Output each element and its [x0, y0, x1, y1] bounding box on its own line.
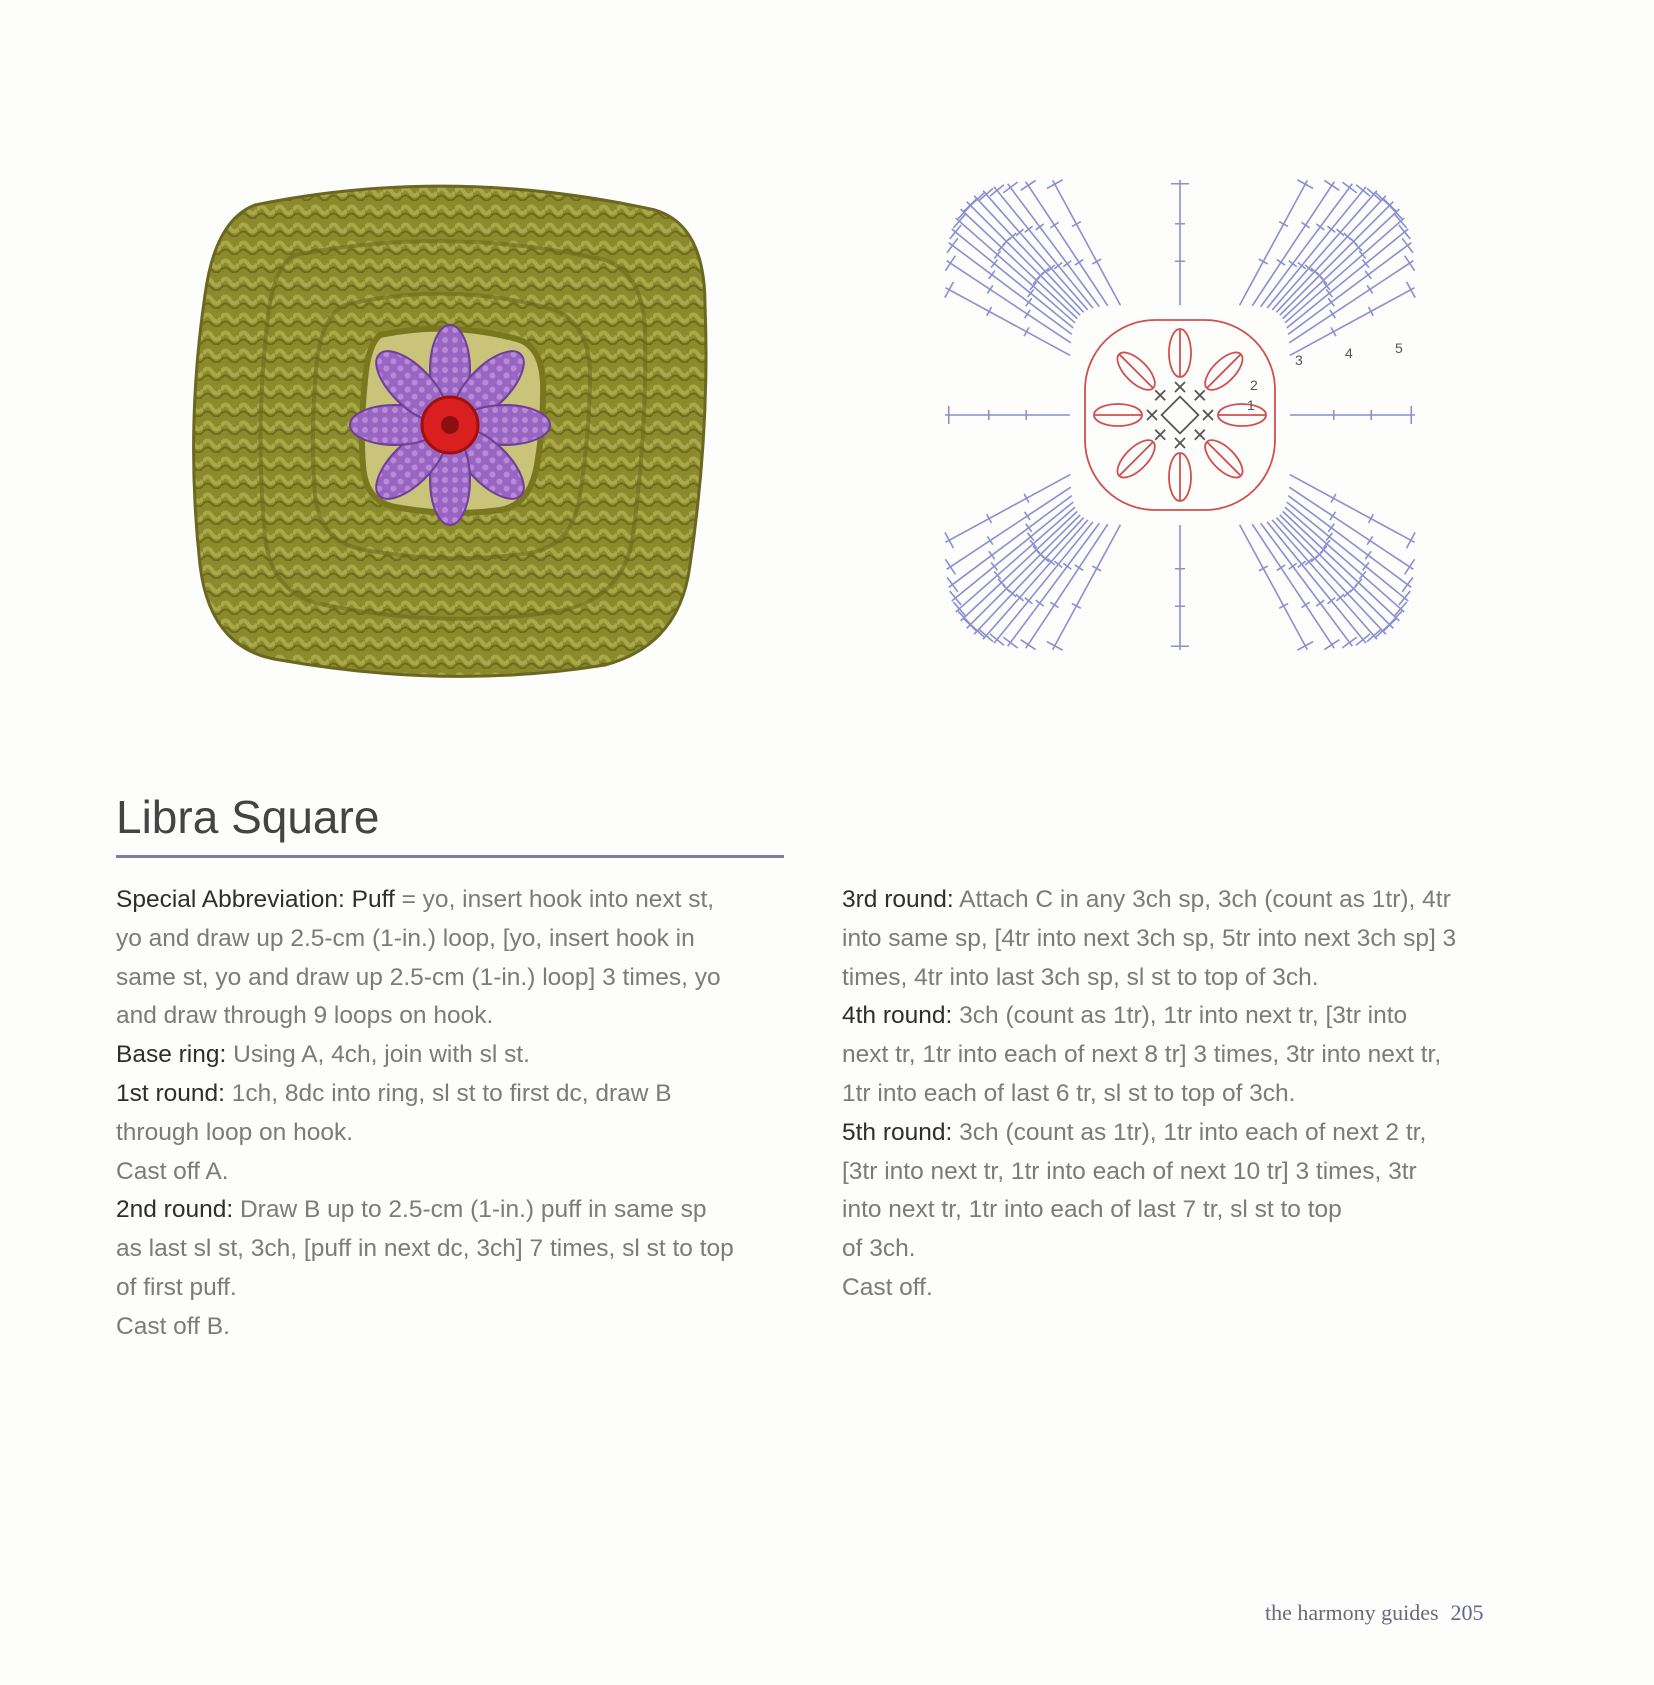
instruction-line [842, 1075, 1522, 1114]
instruction-line [116, 959, 796, 998]
instruction-label: 3rd round: [842, 886, 954, 913]
instruction-text: into same sp, [4tr into next 3ch sp, 5tr into next 3ch sp] 3 [842, 924, 1457, 952]
instruction-text: next tr, 1tr into each of next 8 tr] 3 times, 3tr into next tr, [842, 1041, 1442, 1069]
instruction-text: Cast off A. [116, 1157, 229, 1185]
instruction-line [116, 1114, 796, 1153]
instruction-line [116, 1191, 796, 1230]
instruction-label: 1st round: [116, 1079, 225, 1107]
instruction-text: into next tr, 1tr into each of last 7 tr, sl st to top [842, 1196, 1342, 1224]
instruction-text: Cast off B. [116, 1312, 230, 1340]
instruction-text: = yo, insert hook into next st, [394, 886, 715, 913]
instruction-line [842, 1191, 1522, 1230]
instruction-label: 4th round: [842, 1002, 953, 1030]
instruction-text: as last sl st, 3ch, [puff in next dc, 3ch] 7 times, sl st to top [116, 1235, 734, 1263]
diagram-label-2: 2 [1250, 377, 1258, 393]
instruction-line [842, 1036, 1522, 1075]
instruction-label: Special Abbreviation: Puff [116, 886, 395, 913]
diagram-label-4: 4 [1345, 345, 1353, 361]
page-number: 205 [1450, 1600, 1484, 1625]
instruction-line [116, 1036, 796, 1075]
instruction-text: of first puff. [116, 1273, 237, 1301]
instruction-text: times, 4tr into last 3ch sp, sl st to top of 3ch. [842, 963, 1319, 991]
instruction-label: 2nd round: [116, 1196, 234, 1224]
page-footer [1265, 1600, 1484, 1626]
instruction-line [116, 1308, 796, 1347]
instructions-right-column [842, 881, 1522, 1308]
instruction-line [842, 1114, 1522, 1153]
instruction-text: 3ch (count as 1tr), 1tr into next tr, [3tr into [952, 1002, 1408, 1030]
instruction-line [842, 920, 1522, 959]
instruction-line [116, 920, 796, 959]
instruction-text: Draw B up to 2.5-cm (1-in.) puff in same sp [233, 1196, 707, 1224]
stitch-diagram [925, 155, 1435, 675]
instruction-line [116, 1230, 796, 1269]
instruction-line [842, 1230, 1522, 1269]
instruction-label: 5th round: [842, 1118, 953, 1146]
instruction-text: 3ch (count as 1tr), 1tr into each of next 2 tr, [952, 1118, 1427, 1146]
diagram-label-1: 1 [1247, 397, 1255, 413]
instruction-text: through loop on hook. [116, 1118, 354, 1146]
title-rule [116, 855, 784, 858]
instruction-text: Using A, 4ch, join with sl st. [226, 1041, 530, 1069]
page-title: Libra Square [116, 791, 380, 843]
crochet-square-photo [185, 165, 715, 695]
instruction-text: Cast off. [842, 1273, 933, 1301]
instruction-text: same st, yo and draw up 2.5-cm (1-in.) loop] 3 times, yo [116, 963, 721, 991]
instruction-line [116, 997, 796, 1036]
instruction-text: yo and draw up 2.5-cm (1-in.) loop, [yo, insert hook in [116, 924, 695, 952]
instruction-text: 1ch, 8dc into ring, sl st to first dc, draw B [224, 1079, 672, 1107]
diagram-label-5: 5 [1395, 340, 1403, 356]
instruction-text: and draw through 9 loops on hook. [116, 1002, 494, 1030]
instruction-line [116, 881, 796, 920]
instruction-line [116, 1269, 796, 1308]
diagram-label-3: 3 [1295, 352, 1303, 368]
instruction-text: Attach C in any 3ch sp, 3ch (count as 1tr), 4tr [953, 886, 1451, 913]
instruction-line [842, 959, 1522, 998]
instruction-line [842, 1269, 1522, 1308]
instruction-text: [3tr into next tr, 1tr into each of next 10 tr] 3 times, 3tr [842, 1157, 1417, 1185]
instructions-left-column [116, 881, 796, 1347]
footer-guide-name: the harmony guides [1265, 1600, 1439, 1625]
instruction-line [842, 997, 1522, 1036]
instruction-text: of 3ch. [842, 1235, 916, 1263]
instruction-line [842, 1153, 1522, 1192]
instruction-label: Base ring: [116, 1041, 227, 1069]
instruction-line [116, 1153, 796, 1192]
instruction-line [842, 881, 1522, 920]
instruction-line [116, 1075, 796, 1114]
instruction-text: 1tr into each of last 6 tr, sl st to top of 3ch. [842, 1079, 1296, 1107]
